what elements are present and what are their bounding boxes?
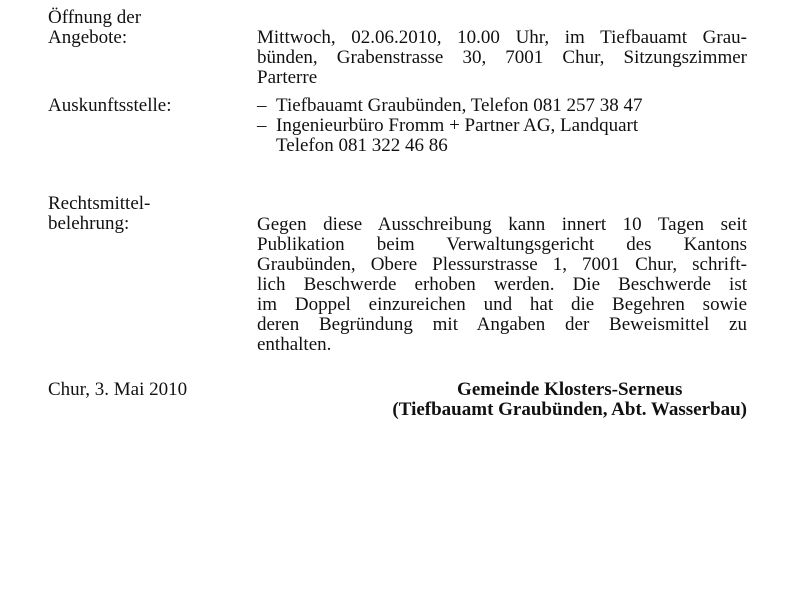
signature-line: (Tiefbauamt Graubünden, Abt. Wasserbau) xyxy=(392,399,747,420)
text-line: Publikation beim Verwaltungsgericht des Kantons xyxy=(257,234,747,255)
list-item-continuation xyxy=(257,136,747,156)
signature-line: Gemeinde Klosters-Serneus xyxy=(457,379,683,400)
place-date xyxy=(48,380,238,400)
text-line: bünden, Grabenstrasse 30, 7001 Chur, Sitzungszimmer xyxy=(257,47,747,68)
label-line: Rechtsmittel- xyxy=(48,193,151,214)
text-line: Gegen diese Ausschreibung kann innert 10 Tagen seit xyxy=(257,214,747,235)
list-item-text: Tiefbauamt Graubünden, Telefon 081 257 38 47 xyxy=(276,95,643,116)
list-item xyxy=(257,116,747,136)
text-oeffnung-angebote xyxy=(257,28,747,88)
text-rechtsmittelbelehrung xyxy=(257,215,747,355)
list-item-text: Telefon 081 322 46 86 xyxy=(276,135,448,156)
label-oeffnung-angebote xyxy=(48,8,238,48)
list-auskunftsstelle xyxy=(257,96,747,156)
dash-bullet: – xyxy=(257,115,267,136)
label-line: Öffnung der xyxy=(48,7,142,28)
signature-block xyxy=(392,380,747,420)
label-auskunftsstelle xyxy=(48,96,238,116)
label-line: Angebote: xyxy=(48,27,128,48)
list-item xyxy=(257,96,747,116)
text-line: enthalten. xyxy=(257,334,332,355)
label-line: belehrung: xyxy=(48,213,130,234)
text-line: lich Beschwerde erhoben werden. Die Beschwerde ist xyxy=(257,274,747,295)
place-date-text: Chur, 3. Mai 2010 xyxy=(48,379,188,400)
label-rechtsmittelbelehrung xyxy=(48,194,238,234)
text-line: Parterre xyxy=(257,67,318,88)
text-line: Graubünden, Obere Plessurstrasse 1, 7001 Chur, schrift- xyxy=(257,254,747,275)
text-line: deren Begründung mit Angaben der Beweismittel zu xyxy=(257,314,747,335)
text-line: Mittwoch, 02.06.2010, 10.00 Uhr, im Tiefbauamt Grau- xyxy=(257,27,747,48)
label-line: Auskunftsstelle: xyxy=(48,95,172,116)
list-item-text: Ingenieurbüro Fromm + Partner AG, Landquart xyxy=(276,115,639,136)
dash-bullet: – xyxy=(257,95,267,116)
text-line: im Doppel einzureichen und hat die Begehren sowie xyxy=(257,294,747,315)
